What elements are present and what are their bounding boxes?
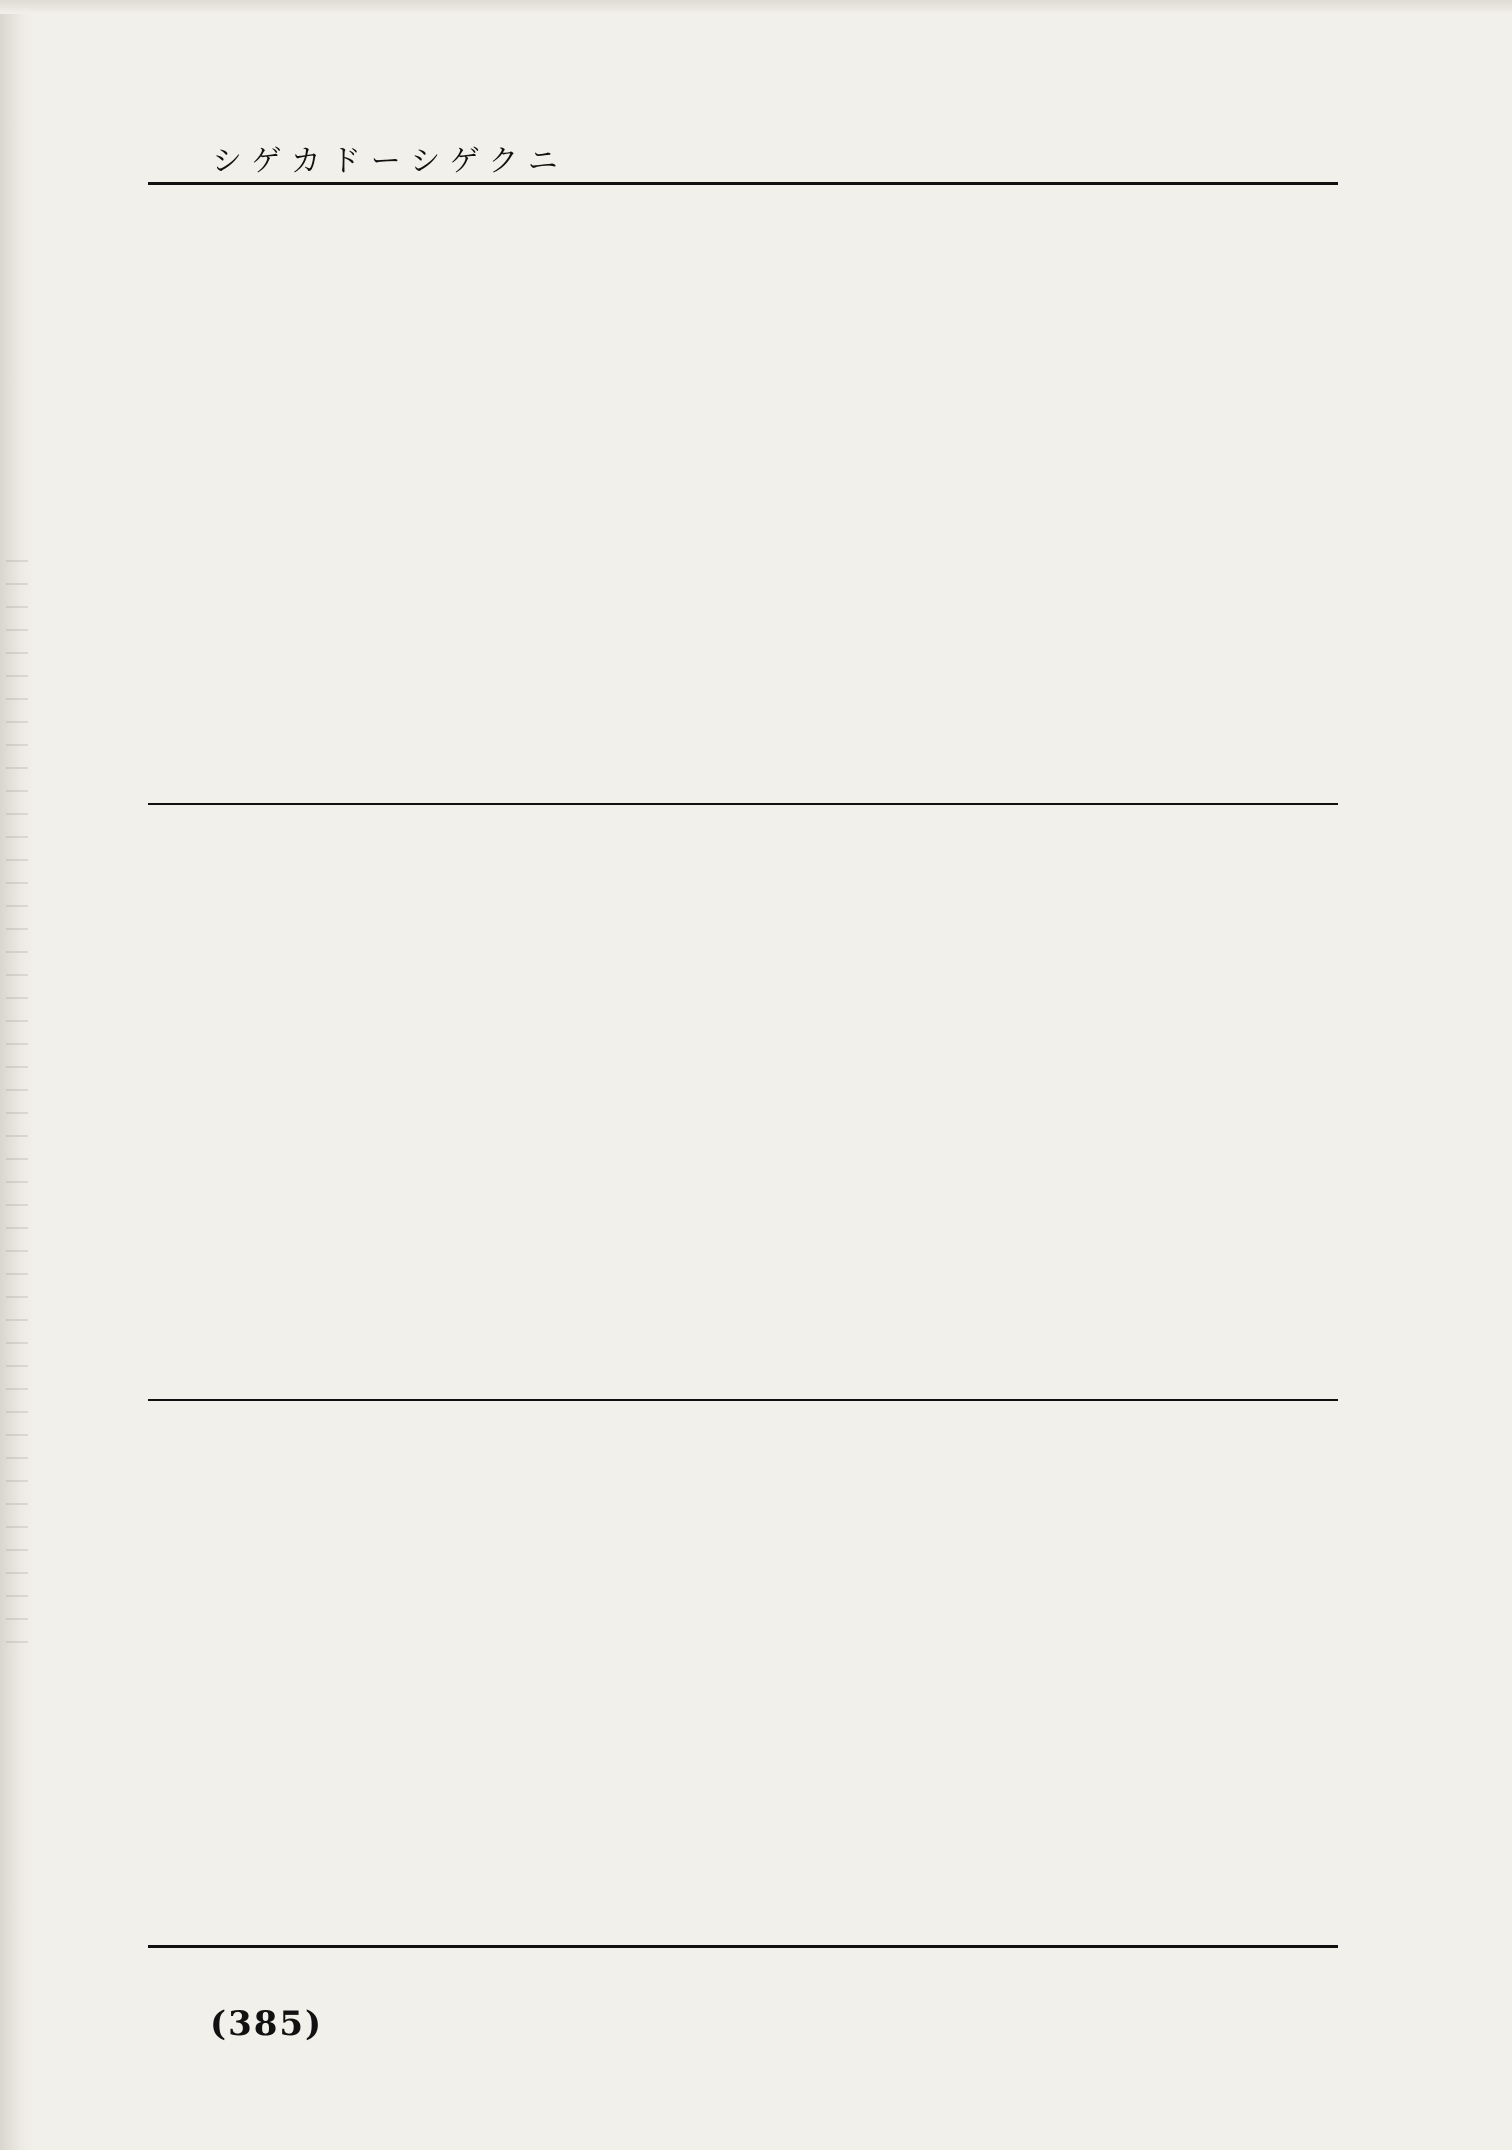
tier-divider (148, 803, 1338, 805)
dictionary-text-block (148, 182, 1338, 1948)
tier-divider (148, 1399, 1338, 1401)
tier-1 (148, 197, 1338, 791)
running-head: シゲカドーシゲクニ (212, 144, 568, 179)
page-number: (385) (210, 2004, 324, 2044)
scan-specks (6, 560, 28, 1660)
tier-2 (148, 817, 1338, 1387)
tier-3 (148, 1411, 1338, 1939)
paper-edge (0, 0, 1512, 14)
